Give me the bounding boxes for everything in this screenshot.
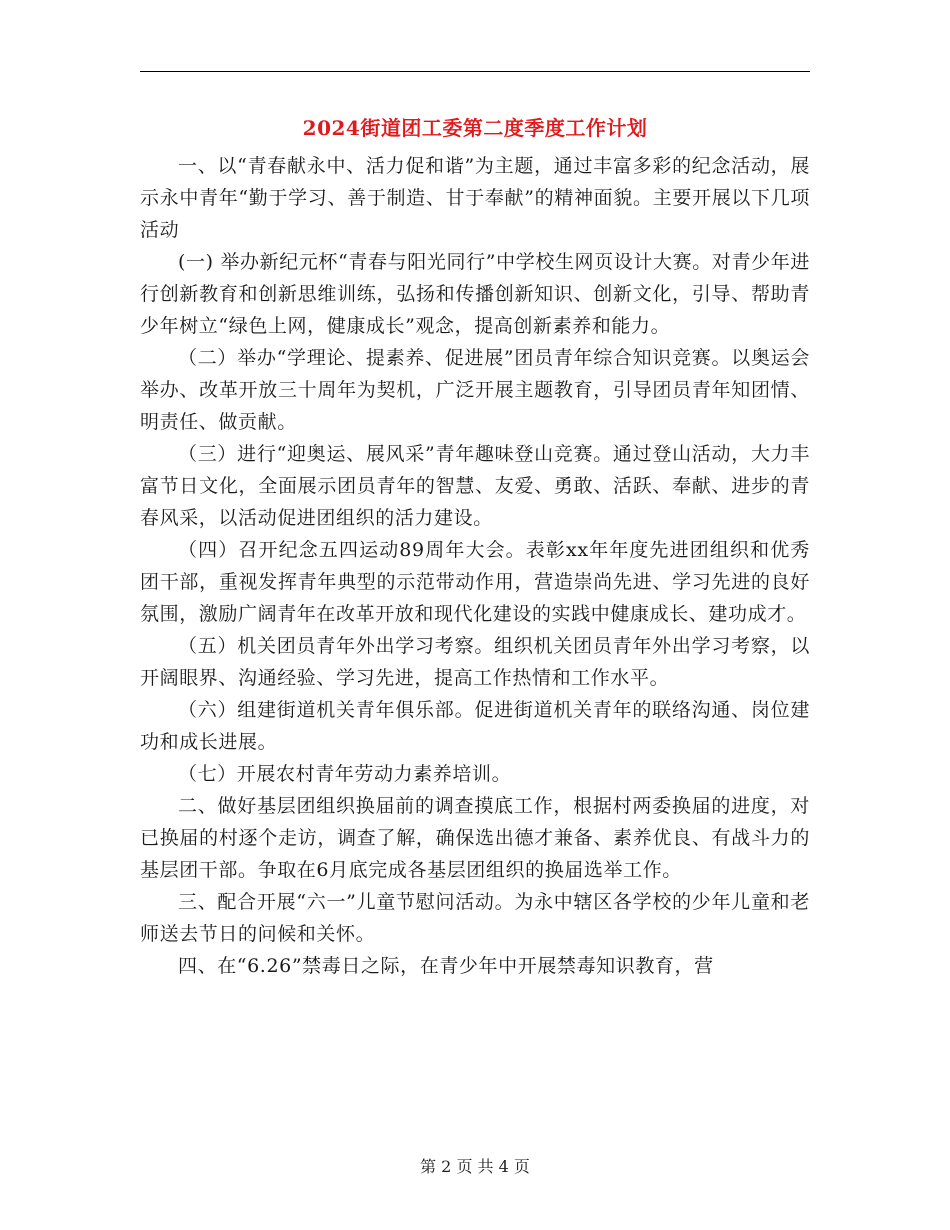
paragraph-item-4: （四）召开纪念五四运动89周年大会。表彰xx年年度先进团组织和优秀团干部，重视发挥青年典型的示范带动作用，营造崇尚先进、学习先进的良好氛围，激励广阔青年在改革开放和现代化建设的实践中健康成长、建功成才。	[140, 539, 810, 625]
paragraph-item-2: （二）举办“学理论、提素养、促进展”团员青年综合知识竞赛。以奥运会举办、改革开放三十周年为契机，广泛开展主题教育，引导团员青年知团情、明责任、做贡献。	[140, 347, 810, 433]
paragraph-section-3: 三、配合开展“六一”儿童节慰问活动。为永中辖区各学校的少年儿童和老师送去节日的问候和关怀。	[140, 891, 810, 945]
paragraph-item-6: （六）组建街道机关青年俱乐部。促进街道机关青年的联络沟通、岗位建功和成长进展。	[140, 699, 810, 753]
document-body	[140, 150, 810, 982]
paragraph-item-7: （七）开展农村青年劳动力素养培训。	[178, 763, 512, 785]
page-number: 第 2 页 共 4 页	[420, 1157, 530, 1176]
document-title: 2024街道团工委第二度季度工作计划	[302, 116, 648, 140]
paragraph-item-5: （五）机关团员青年外出学习考察。组织机关团员青年外出学习考察，以开阔眼界、沟通经验、学习先进，提高工作热情和工作水平。	[140, 635, 810, 689]
paragraph-theme: 一、以“青春献永中、活力促和谐”为主题，通过丰富多彩的纪念活动，展示永中青年“勤于学习、善于制造、甘于奉献”的精神面貌。主要开展以下几项活动	[140, 155, 810, 241]
paragraph-section-2: 二、做好基层团组织换届前的调查摸底工作，根据村两委换届的进度，对已换届的村逐个走访，调查了解，确保选出德才兼备、素养优良、有战斗力的基层团干部。争取在6月底完成各基层团组织的换届选举工作。	[140, 795, 810, 881]
header-rule	[140, 71, 810, 72]
paragraph-item-3: （三）进行“迎奥运、展风采”青年趣味登山竞赛。通过登山活动，大力丰富节日文化，全面展示团员青年的智慧、友爱、勇敢、活跃、奉献、进步的青春风采，以活动促进团组织的活力建设。	[140, 443, 810, 529]
paragraph-section-4: 四、在“6.26”禁毒日之际，在青少年中开展禁毒知识教育，营	[178, 955, 714, 977]
paragraph-item-1: (一) 举办新纪元杯“青春与阳光同行”中学校生网页设计大赛。对青少年进行创新教育和创新思维训练，弘扬和传播创新知识、创新文化，引导、帮助青少年树立“绿色上网，健康成长”观念，提高创新素养和能力。	[140, 251, 810, 337]
